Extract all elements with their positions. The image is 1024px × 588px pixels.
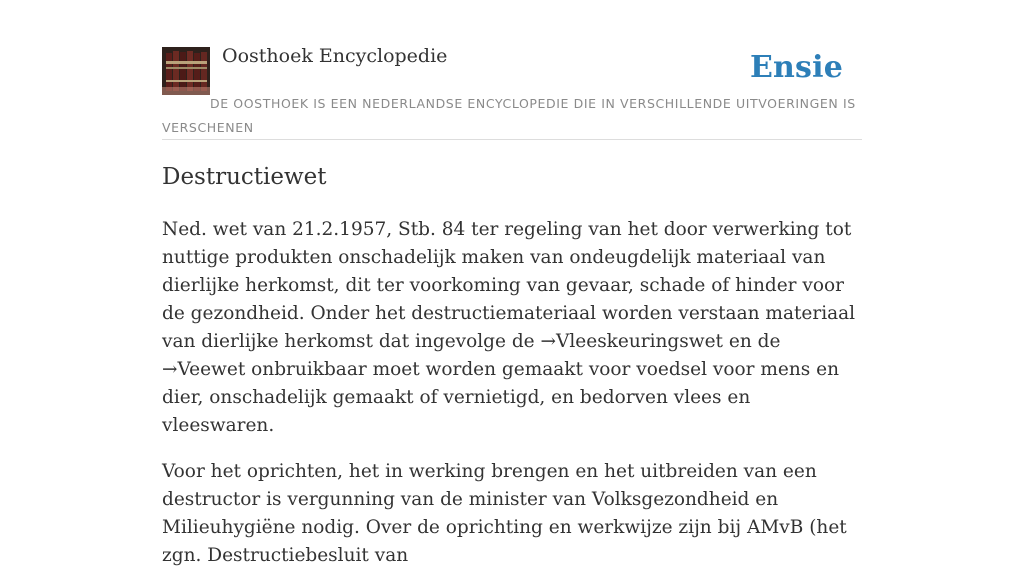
article-title: Destructiewet [162, 164, 327, 190]
paragraph-1 [162, 216, 862, 440]
paragraph-1-text-b: en de [723, 331, 781, 352]
ensie-logo[interactable]: Ensie [749, 50, 843, 85]
site-name[interactable]: Oosthoek Encyclopedie [222, 45, 448, 67]
page [162, 0, 862, 566]
paragraph-1-text-a: Ned. wet van 21.2.1957, Stb. 84 ter regeling van het door verwerking tot nuttige produkten onschadelijk maken van ondeugdelijk materiaal van dierlijke herkomst, dit ter voorkoming van gevaar, schade of hinder voor de gezondheid. Onder het destructiemateriaal worden verstaan materiaal van dierlijke herkomst dat ingevolge de [162, 219, 856, 352]
books-icon [162, 47, 210, 95]
paragraph-1-text-c: onbruikbaar moet worden gemaakt voor voedsel voor mens en dier, onschadelijk gemaakt of vernietigd, en bedorven vlees en vleeswaren. [162, 359, 839, 436]
article-body [162, 216, 862, 588]
link-veewet[interactable]: →Veewet [162, 359, 246, 380]
site-header [162, 0, 862, 140]
link-vleeskeuringswet[interactable]: →Vleeskeuringswet [540, 331, 723, 352]
paragraph-2: Voor het oprichten, het in werking brengen en het uitbreiden van een destructor is vergunning van de minister van Volksgezondheid en Milieuhygiëne nodig. Over de oprichting en werkwijze zijn bij AMvB (het zgn. Destructiebesluit van [162, 461, 847, 566]
encyclopedia-books-avatar[interactable] [162, 47, 210, 95]
site-tagline: DE OOSTHOEK IS EEN NEDERLANDSE ENCYCLOPEDIE DIE IN VERSCHILLENDE UITVOERINGEN IS VERSCHENEN [162, 96, 856, 135]
